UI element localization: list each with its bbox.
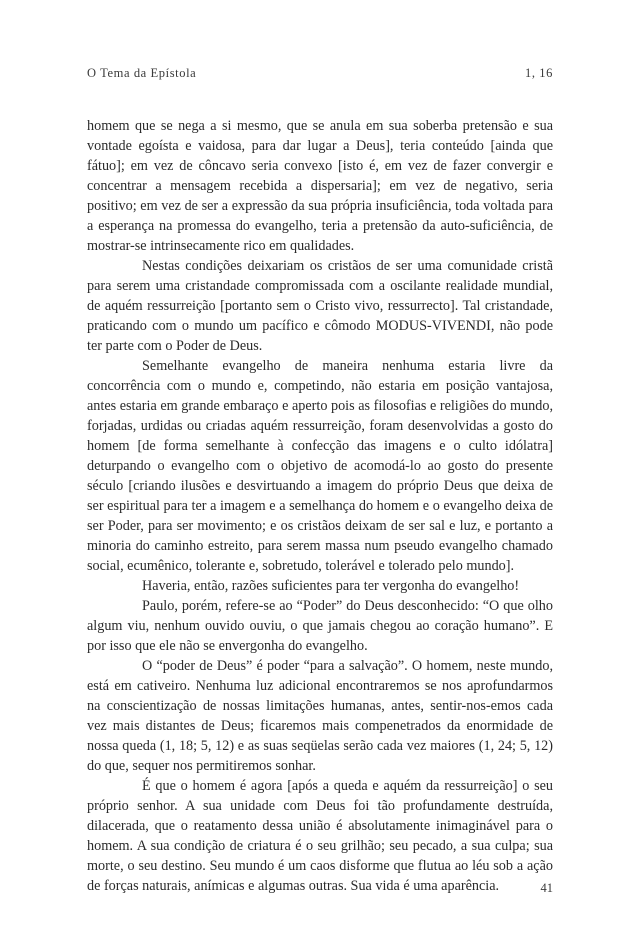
page-number: 41 xyxy=(540,881,553,895)
main-text xyxy=(87,116,553,896)
running-header xyxy=(87,66,553,86)
paragraph: homem que se nega a si mesmo, que se anula em sua soberba pretensão e sua vontade egoísta e vaidosa, para dar lugar a Deus], teria conteúdo [ainda que fátuo]; em vez de côncavo seria convexo [isto é, em vez de fazer convergir e concentrar a mensagem recebida a dispersaria]; em vez de negativo, seria positivo; em vez de ser a expressão da sua própria insuficiência, toda voltada para a esperança na promessa do evangelho, teria a pretensão da auto-suficiência, de mostrar-se intrinsecamente rico em qualidades. xyxy=(87,118,553,254)
paragraph: Haveria, então, razões suficientes para ter vergonha do evangelho! xyxy=(142,578,520,594)
paragraph: Paulo, porém, refere-se ao “Poder” do Deus desconhecido: “O que olho algum viu, nenhum ouvido ouviu, o que jamais chegou ao coração humano”. E por isso que ele não se envergonha do evangelho. xyxy=(87,598,553,654)
running-title: O Tema da Epístola xyxy=(87,66,197,80)
paragraph: Nestas condições deixariam os cristãos de ser uma comunidade cristã para serem uma cristandade compromissada com a oscilante realidade mundial, de aquém ressurreição [portanto sem o Cristo vivo, ressurrecto]. Tal cristandade, praticando com o mundo um pacífico e cômodo MODUS-VIVENDI, não pode ter parte com o Poder de Deus. xyxy=(87,258,553,354)
chapter-verse-reference: 1, 16 xyxy=(525,66,553,80)
paragraph: O “poder de Deus” é poder “para a salvação”. O homem, neste mundo, está em cativeiro. Nenhuma luz adicional encontraremos se nos aprofundarmos na conscientização de nossas limitações humanas, antes, sentir-nos-emos cada vez mais distantes de Deus; ficaremos mais compenetrados da enormidade de nossa queda (1, 18; 5, 12) e as suas seqüelas serão cada vez maiores (1, 24; 5, 12) do que, sequer nos permitiremos sonhar. xyxy=(87,658,553,774)
paragraph: Semelhante evangelho de maneira nenhuma estaria livre da concorrência com o mundo e, competindo, não estaria em posição vantajosa, antes estaria em grande embaraço e aperto pois as filosofias e religiões do mundo, forjadas, urdidas ou criadas aquém ressurreição, foram desenvolvidas a gosto do homem [de forma semelhante à confecção das imagens e o culto idólatra] deturpando o evangelho com o objetivo de acomodá-lo ao gosto do presente século [criando ilusões e desvirtuando a imagem do próprio Deus que deixa de ser espiritual para ter a imagem e a semelhança do homem e o evangelho deixa de ser Poder, para ser movimento; e os cristãos deixam de ser sal e luz, e portanto a minoria do caminho estreito, para serem massa num pseudo evangelho chamado social, ecumênico, tolerante e, sobretudo, tolerável e tolerado pelo mundo]. xyxy=(87,358,553,574)
paragraph: É que o homem é agora [após a queda e aquém da ressurreição] o seu próprio senhor. A sua unidade com Deus foi tão profundamente destruída, dilacerada, que o reatamento dessa união é absolutamente inimaginável para o homem. A sua condição de criatura é o seu grilhão; seu pecado, a sua culpa; sua morte, o seu destino. Seu mundo é um caos disforme que flutua ao léu sob a ação de forças naturais, anímicas e algumas outras. Sua vida é uma aparência. xyxy=(87,778,553,894)
